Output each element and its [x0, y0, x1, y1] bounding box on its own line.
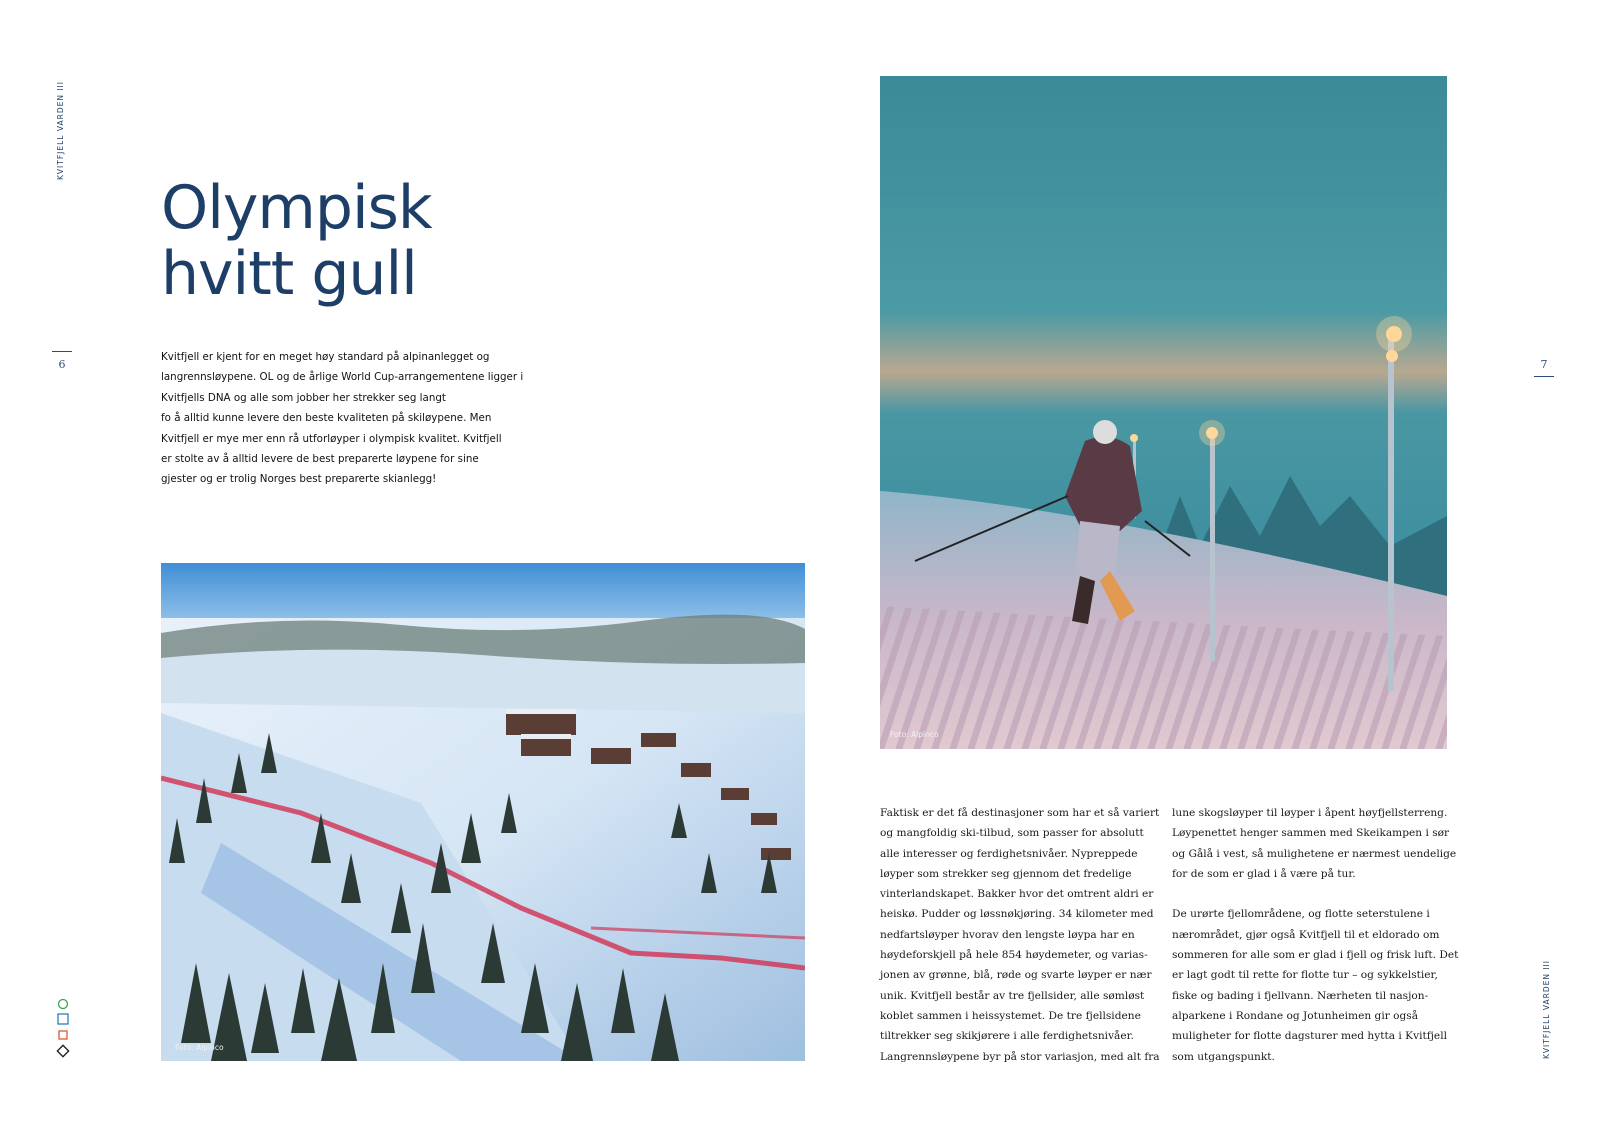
diamond-icon [57, 1045, 68, 1056]
intro-line: langrennsløypene. OL og de årlige World Cup-arrangementene ligger i [161, 371, 524, 384]
body-column-1 [880, 803, 1162, 1067]
body-line: sommeren for alle som er glad i fjell og frisk luft. Det [1172, 949, 1459, 962]
running-header-right: KVITFJELL VARDEN III [1542, 960, 1551, 1059]
body-line: Langrennsløypene byr på stor variasjon, med alt fra [880, 1050, 1160, 1063]
body-line: jonen av grønne, blå, røde og svarte løyper er nær [880, 969, 1152, 982]
body-line: løyper som strekker seg gjennom det fredelige [880, 867, 1132, 880]
page-number-rule-left [52, 351, 72, 352]
body-line: for de som er glad i å være på tur. [1172, 867, 1356, 880]
intro-line: fo å alltid kunne levere den beste kvaliteten på skiløypene. Men [161, 412, 492, 425]
skier-photo-credit: Foto: Alpinco [890, 730, 939, 739]
skier-photo-illustration [880, 76, 1447, 749]
body-line: nedfartsløyper hvorav den lengste løypa har en [880, 928, 1135, 941]
circle-icon [59, 1000, 68, 1009]
difficulty-markers [55, 998, 71, 1060]
body-line: høydeforskjell på hele 854 høydemeter, og varias- [880, 949, 1148, 962]
body-line: alparkene i Rondane og Jotunheimen gir også [1172, 1009, 1419, 1022]
body-line: lune skogsløyper til løyper i åpent høyfjellsterreng. [1172, 807, 1448, 819]
body-line: Løypenettet henger sammen med Skeikampen i sør [1172, 827, 1450, 840]
body-line: muligheter for flotte dagsturer med hytta i Kvitfjell [1172, 1030, 1447, 1043]
square-icon [58, 1014, 68, 1024]
intro-line: Kvitfjells DNA og alle som jobber her strekker seg langt [161, 391, 446, 404]
body-line: koblet sammen i heissystemet. De tre fjellsidene [880, 1009, 1141, 1022]
aerial-ski-resort-photo [161, 563, 805, 1061]
headline-line-2: hvitt gull [161, 239, 417, 309]
aerial-photo-credit: Foto: Alpinco [175, 1043, 224, 1052]
intro-line: gjester og er trolig Norges best preparerte skianlegg! [161, 473, 437, 486]
body-line: som utgangspunkt. [1172, 1050, 1275, 1063]
body-line: er lagt godt til rette for flotte tur – og sykkelstier, [1172, 969, 1438, 982]
body-column-2 [1172, 803, 1459, 1067]
intro-line: Kvitfjell er kjent for en meget høy standard på alpinanlegget og [161, 351, 490, 363]
body-line: og Gålå i vest, så mulighetene er nærmest uendelige [1172, 847, 1457, 860]
running-header-left: KVITFJELL VARDEN III [56, 81, 65, 180]
aerial-photo-illustration [161, 563, 805, 1061]
page-number-rule-right [1534, 376, 1554, 377]
body-line: Faktisk er det få destinasjoner som har et så variert [880, 807, 1160, 819]
page-number-right: 7 [1540, 358, 1548, 371]
body-line: nærområdet, gjør også Kvitfjell til et eldorado om [1172, 928, 1440, 941]
skier-photo [880, 76, 1447, 749]
body-line: heiskø. Pudder og løssnøkjøring. 34 kilometer med [880, 908, 1154, 921]
intro-line: Kvitfjell er mye mer enn rå utforløyper i olympisk kvalitet. Kvitfjell [161, 432, 502, 445]
body-line: og mangfoldig ski-tilbud, som passer for absolutt [880, 827, 1144, 840]
page-number-left: 6 [58, 358, 66, 371]
body-line: fiske og bading i fjellvann. Nærheten til nasjon- [1172, 989, 1429, 1002]
body-line: vinterlandskapet. Bakker hvor det omtrent aldri er [880, 888, 1154, 901]
headline-line-1: Olympisk [161, 173, 432, 243]
body-line: De urørte fjellområdene, og flotte seterstulene i [1172, 908, 1430, 921]
intro-paragraph [161, 347, 531, 490]
small-square-icon [59, 1031, 67, 1039]
intro-line: er stolte av å alltid levere de best preparerte løypene for sine [161, 453, 479, 466]
paragraph-gap [1172, 884, 1454, 904]
body-line: alle interesser og ferdighetsnivåer. Nypreppede [880, 847, 1138, 860]
body-line: tiltrekker seg skikjørere i alle ferdighetsnivåer. [880, 1030, 1134, 1043]
headline [161, 175, 432, 307]
body-line: unik. Kvitfjell består av tre fjellsider, alle sømløst [880, 989, 1145, 1002]
